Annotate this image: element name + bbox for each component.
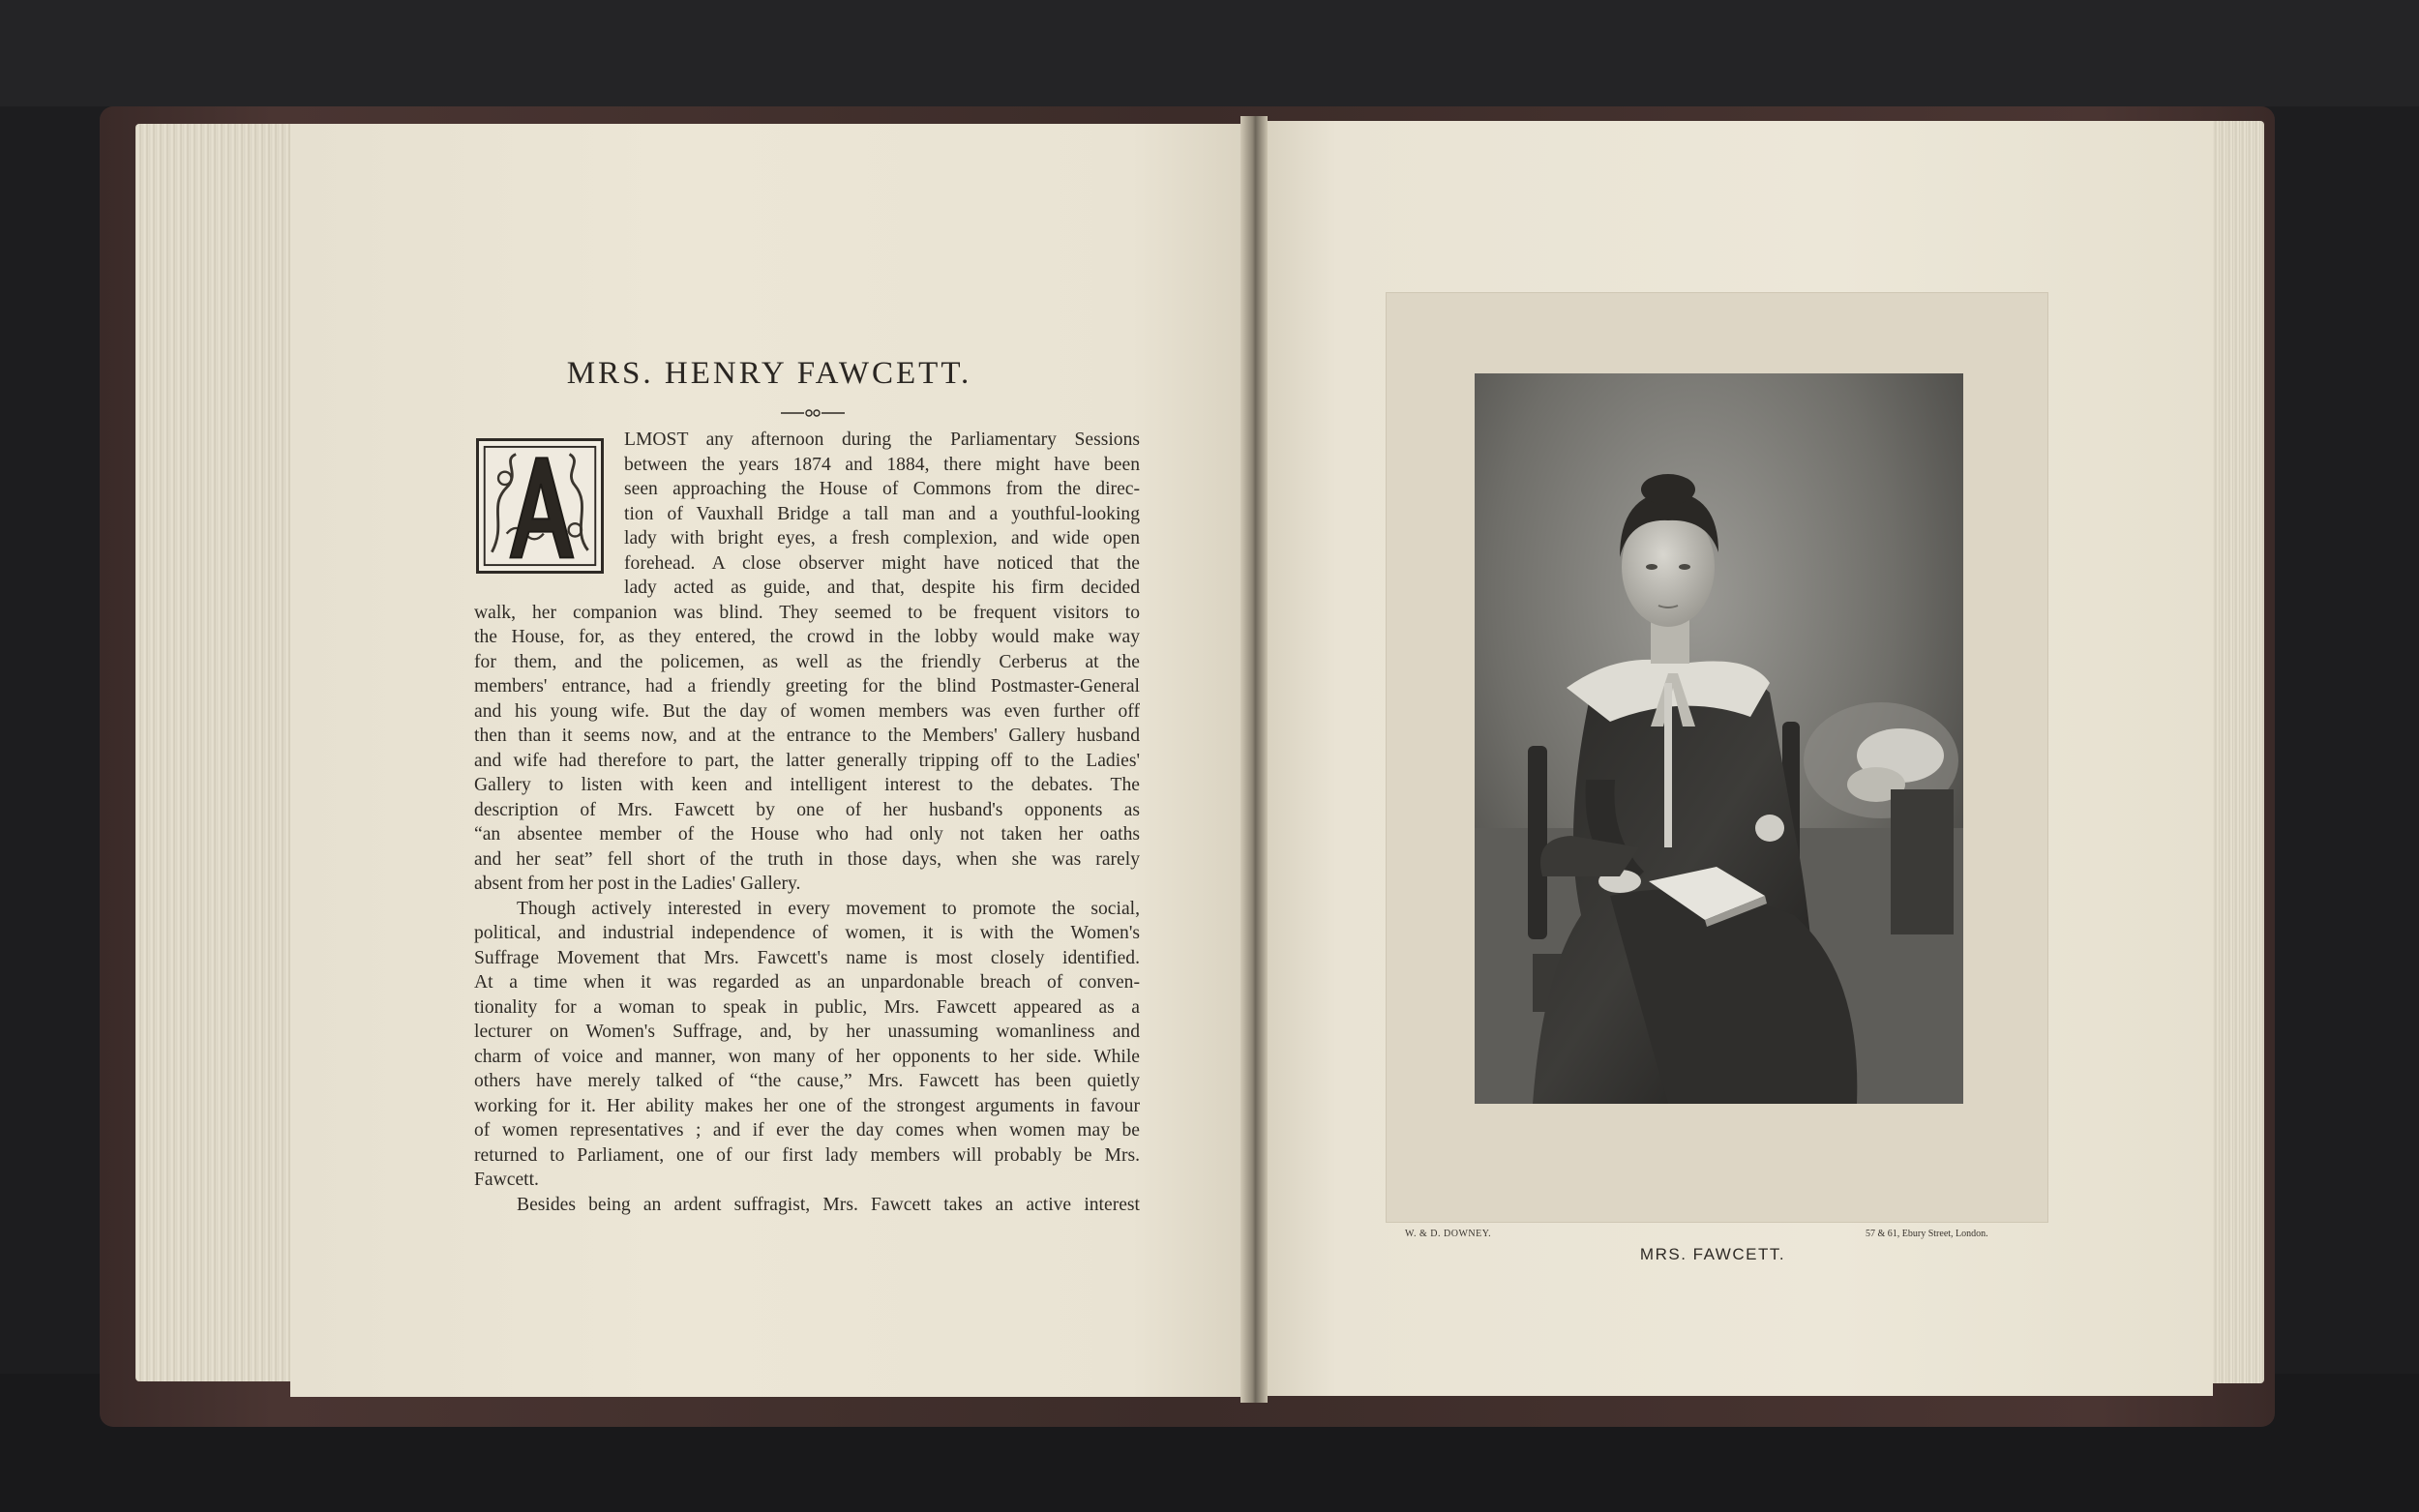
text-line: and wife had therefore to part, the latter generally tripping off to the Ladies'	[474, 751, 1140, 771]
text-line: Fawcett.	[474, 1170, 539, 1190]
text-line: then than it seems now, and at the entrance to the Members' Gallery husband	[474, 726, 1140, 746]
text-line: Gallery to listen with keen and intelligent interest to the debates. The	[474, 775, 1140, 795]
portrait-photograph	[1475, 373, 1963, 1104]
text-line: “an absentee member of the House who had only not taken her oaths	[474, 824, 1140, 845]
drop-cap-illustration	[479, 441, 601, 571]
text-line: absent from her post in the Ladies' Gallery.	[474, 874, 801, 894]
text-line: between the years 1874 and 1884, there might have been	[624, 455, 1140, 475]
photo-caption: MRS. FAWCETT.	[1639, 1245, 1786, 1263]
text-line: At a time when it was regarded as an unpardonable breach of conven-	[474, 972, 1140, 993]
page-title: MRS. HENRY FAWCETT.	[566, 356, 972, 391]
text-line: working for it. Her ability makes her one of the strongest arguments in favour	[474, 1096, 1140, 1116]
studio-address: 57 & 61, Ebury Street, London.	[1866, 1229, 1988, 1239]
portrait-image	[1475, 373, 1963, 1104]
text-line: charm of voice and manner, won many of her opponents to her side. While	[474, 1047, 1140, 1067]
book-gutter	[1240, 116, 1268, 1403]
text-line: seen approaching the House of Commons from the direc-	[624, 479, 1140, 499]
text-line: lady with bright eyes, a fresh complexion, and wide open	[624, 528, 1140, 548]
text-line: political, and industrial independence of women, it is with the Women's	[474, 923, 1140, 943]
text-line: and his young wife. But the day of women members was even further off	[474, 701, 1140, 722]
background-top	[0, 0, 2419, 106]
text-line: of women representatives ; and if ever the day comes when women may be	[474, 1120, 1140, 1141]
photographer-credit: W. & D. DOWNEY.	[1405, 1229, 1492, 1239]
text-line: members' entrance, had a friendly greeting for the blind Postmaster-General	[474, 676, 1140, 697]
text-line: walk, her companion was blind. They seemed to be frequent visitors to	[474, 603, 1140, 623]
text-line: Though actively interested in every movement to promote the social,	[517, 899, 1140, 919]
right-page-edges	[2206, 121, 2264, 1383]
text-line: Besides being an ardent suffragist, Mrs. Fawcett takes an active interest	[517, 1195, 1140, 1215]
text-line: tionality for a woman to speak in public, Mrs. Fawcett appeared as a	[474, 997, 1140, 1018]
text-line: others have merely talked of “the cause,” Mrs. Fawcett has been quietly	[474, 1071, 1140, 1091]
text-line: description of Mrs. Fawcett by one of her husband's opponents as	[474, 800, 1140, 820]
text-line: returned to Parliament, one of our first lady members will probably be Mrs.	[474, 1145, 1140, 1166]
text-line: the House, for, as they entered, the crowd in the lobby would make way	[474, 627, 1140, 647]
text-line: Suffrage Movement that Mrs. Fawcett's name is most closely identified.	[474, 948, 1140, 968]
text-line: lecturer on Women's Suffrage, and, by her unassuming womanliness and	[474, 1022, 1140, 1042]
drop-cap	[476, 438, 604, 574]
text-line: forehead. A close observer might have noticed that the	[624, 553, 1140, 574]
text-line: tion of Vauxhall Bridge a tall man and a youthful-looking	[624, 504, 1140, 524]
left-page-edges	[135, 124, 308, 1381]
text-line: for them, and the policemen, as well as the friendly Cerberus at the	[474, 652, 1140, 672]
text-line: LMOST any afternoon during the Parliamentary Sessions	[624, 430, 1140, 450]
text-line: lady acted as guide, and that, despite his firm decided	[624, 578, 1140, 598]
text-line: and her seat” fell short of the truth in those days, when she was rarely	[474, 849, 1140, 870]
title-ornament	[781, 406, 845, 420]
